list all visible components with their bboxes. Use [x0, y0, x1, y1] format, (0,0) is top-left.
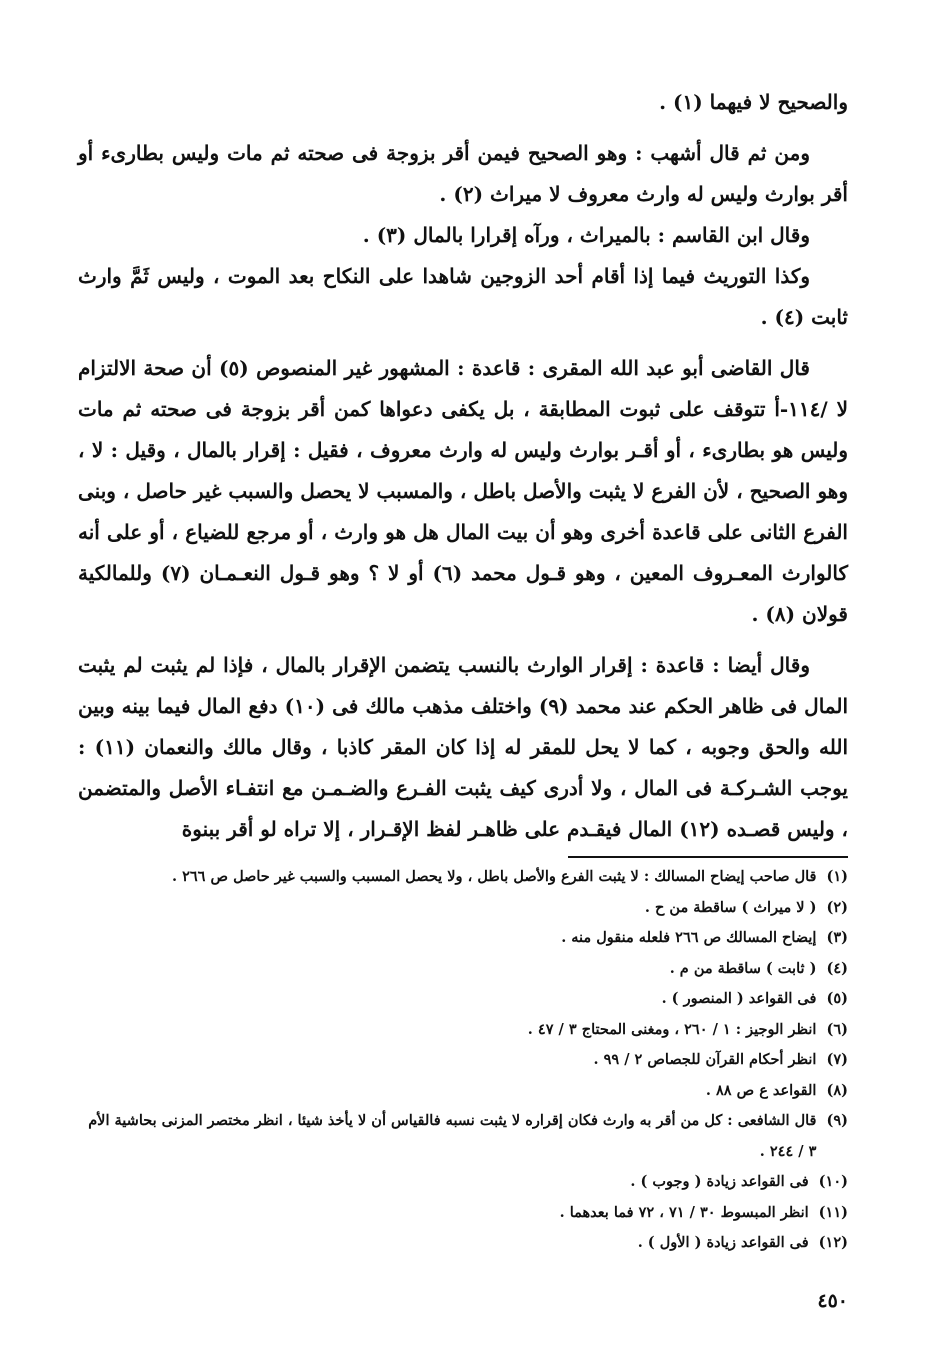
footnote-item [78, 1228, 848, 1259]
footnote-number: (٧) [826, 1051, 848, 1068]
footnotes-list [78, 862, 848, 1259]
footnote-text: فى القواعد ( المنصور ) . [661, 990, 817, 1007]
footnote-text: قال الشافعى : كل من أقر به وارث فكان إقراره لا يثبت نسبه فالقياس أن لا يأخذ شيئا ، انظر مختصر المزنى بحاشية الأم ٣ / ٢٤٤ . [88, 1112, 817, 1160]
footnote-text: انظر المبسوط ٣٠ / ٧١ ، ٧٢ فما بعدهما . [559, 1203, 809, 1221]
page-number: ٤٥٠ [817, 1290, 848, 1312]
footnote-text: ( ثابت ) ساقطة من م . [669, 959, 817, 977]
footnote-text: فى القواعد زيادة ( الأول ) . [637, 1234, 809, 1251]
footnote-text: القواعد ع ص ٨٨ . [705, 1081, 817, 1099]
page-content [78, 82, 848, 1259]
footnote-item [78, 1198, 848, 1229]
body-paragraph-3: وقال ابن القاسم : بالميراث ، ورآه إقرارا بالمال (٣) . [362, 223, 810, 247]
footnote-number: (١٠) [818, 1173, 848, 1190]
body-paragraph-1: والصحيح لا فيهما (١) . [659, 90, 848, 114]
footnote-item [78, 1045, 848, 1076]
footnote-number: (٣) [826, 929, 848, 946]
footnote-number: (٩) [826, 1112, 848, 1129]
footnote-text: انظر أحكام القرآن للجصاص ٢ / ٩٩ . [593, 1051, 817, 1068]
footnote-item [78, 1015, 848, 1046]
footnote-divider [568, 856, 848, 858]
footnote-number: (٥) [826, 990, 848, 1007]
footnote-item [78, 1167, 848, 1198]
footnote-number: (٨) [826, 1081, 848, 1099]
footnote-item [78, 1076, 848, 1107]
footnote-number: (١) [826, 868, 848, 885]
footnote-number: (٢) [826, 898, 848, 916]
footnote-item [78, 923, 848, 954]
body-paragraph-2: ومن ثم قال أشهب : وهو الصحيح فيمن أقر بزوجة فى صحته ثم مات وليس بطارىء أو أقر بوارث وليس له وارث معروف لا ميراث (٢) . [78, 141, 848, 206]
footnote-item [78, 984, 848, 1015]
body-paragraph-5: قال القاضى أبو عبد الله المقرى : قاعدة : المشهور غير المنصوص (٥) أن صحة الالتزام لا /١١٤-أ تتوقف على ثبوت المطابقة ، بل يكفى دعواها كمن أقر بزوجة فى صحته ثم مات وليس هو بطارىء ، أو أقـر بوارث وليس له وارث معروف ، فقيل : إقرار بالمال ، وقيل : لا ، وهو الصحيح ، لأن الفرع لا يثبت والأصل باطل ، والمسبب لا يحصل والسبب غير حاصل ، وبنى الفرع الثانى على قاعدة أخرى وهو أن بيت المال هل هو وارث ، أو مرجع للضياع ، أو على أنه كالوارث المعـروف المعين ، وهو قـول محمد (٦) أو لا ؟ وهو قـول النعـمـان (٧) وللمالكية قولان (٨) . [78, 356, 848, 626]
footnote-item [78, 1106, 848, 1167]
footnote-number: (١١) [818, 1203, 848, 1221]
footnote-text: انظر الوجيز : ١ / ٢٦٠ ، ومغنى المحتاج ٣ / ٤٧ . [527, 1020, 817, 1038]
footnote-text: إيضاح المسالك ص ٢٦٦ فلعله منقول منه . [561, 929, 817, 946]
footnote-number: (٤) [826, 959, 848, 977]
footnote-number: (١٢) [818, 1234, 848, 1251]
footnote-item [78, 862, 848, 893]
footnote-text: قال صاحب إيضاح المسالك : لا يثبت الفرع والأصل باطل ، ولا يحصل المسبب والسبب غير حاصل ص ٢٦٦ . [171, 868, 817, 885]
footnote-number: (٦) [826, 1020, 848, 1038]
body-paragraph-6: وقال أيضا : قاعدة : إقرار الوارث بالنسب يتضمن الإقرار بالمال ، فإذا لم يثبت لم يثبت المال فى ظاهر الحكم عند محمد (٩) واختلف مذهب مالك فى (١٠) دفع المال فيما بينه وبين الله والحق وجوبه ، كما لا يحل للمقر له إذا كان المقر كاذبا ، وقال مالك والنعمان (١١) : يوجب الشـركـة فى المال ، ولا أدرى كيف يثبت الفـرع والضـمـن مع انتفـاء الأصل والمتضمن ، وليس قصـده (١٢) المال فيقـدم على ظاهـر لفظ الإقـرار ، إلا تراه لو أقر ببنوة [78, 653, 848, 841]
footnote-text: فى القواعد زيادة ( وجوب ) . [630, 1173, 809, 1190]
footnote-item [78, 893, 848, 924]
body-paragraph-4: وكذا التوريث فيما إذا أقام أحد الزوجين شاهدا على النكاح بعد الموت ، وليس ثَمَّ وارث ثابت (٤) . [78, 264, 848, 329]
footnote-text: ( لا ميراث ) ساقطة من ح . [644, 898, 817, 916]
footnote-item [78, 954, 848, 985]
